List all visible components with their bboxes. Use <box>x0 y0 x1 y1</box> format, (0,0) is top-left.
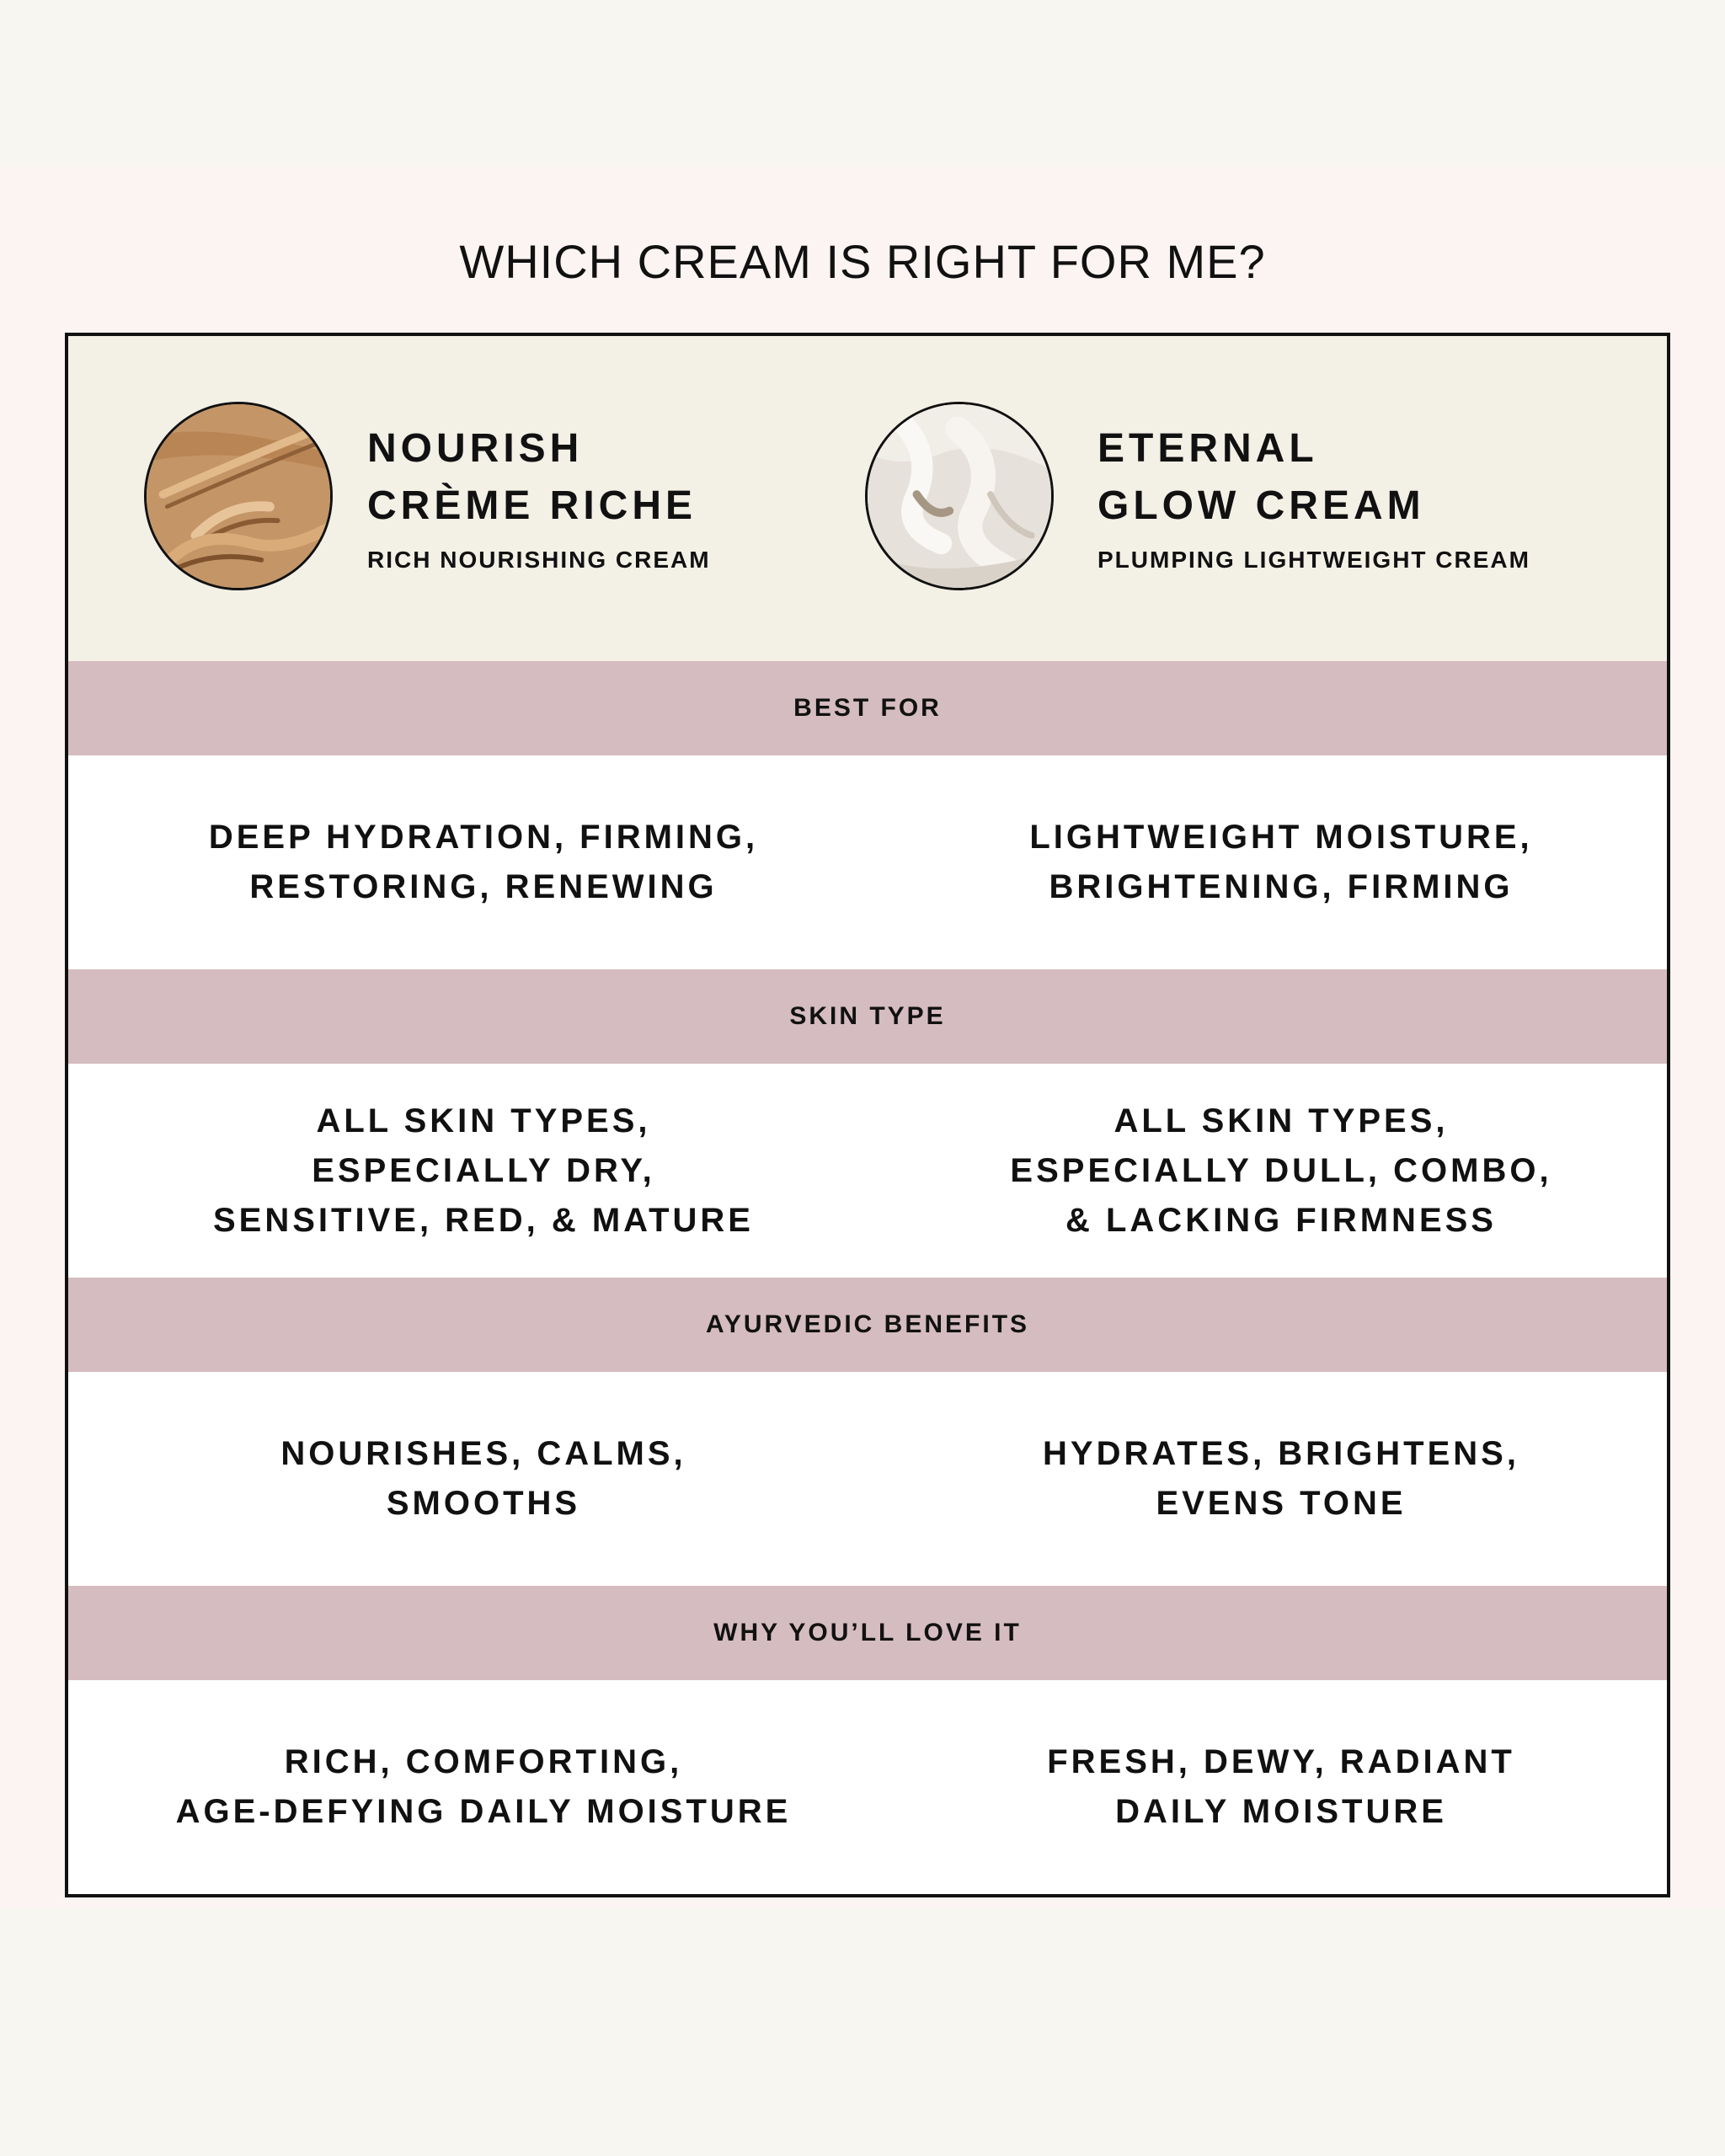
cell-nourish: RICH, COMFORTING, AGE-DEFYING DAILY MOISTURE <box>175 1743 792 1830</box>
section-body-skin-type <box>68 1064 1667 1278</box>
cell-eternal-glow: HYDRATES, BRIGHTENS, EVENS TONE <box>1043 1435 1519 1522</box>
product-subtitle: PLUMPING LIGHTWEIGHT CREAM <box>1097 547 1530 573</box>
cell-nourish: ALL SKIN TYPES, ESPECIALLY DRY, SENSITIVE, RED, & MATURE <box>213 1102 754 1239</box>
section-body-ayurvedic-benefits <box>68 1372 1667 1586</box>
product-nourish <box>68 336 852 661</box>
section-header-best-for: BEST FOR <box>68 661 1667 755</box>
section-body-best-for <box>68 755 1667 969</box>
bottom-background <box>0 1908 1725 2156</box>
product-name: NOURISH CRÈME RICHE <box>367 426 697 528</box>
tan-cream-swatch-icon <box>144 402 333 590</box>
product-name: ETERNAL GLOW CREAM <box>1097 426 1425 528</box>
product-eternal-glow <box>852 336 1667 661</box>
cell-eternal-glow: LIGHTWEIGHT MOISTURE, BRIGHTENING, FIRMING <box>1029 819 1533 905</box>
section-header-why-youll-love-it: WHY YOU’LL LOVE IT <box>68 1586 1667 1680</box>
white-cream-swatch-icon <box>865 402 1054 590</box>
product-subtitle: RICH NOURISHING CREAM <box>367 547 711 573</box>
comparison-table <box>65 333 1670 1897</box>
section-header-skin-type: SKIN TYPE <box>68 969 1667 1064</box>
page-title: WHICH CREAM IS RIGHT FOR ME? <box>459 235 1266 288</box>
product-header-row <box>68 336 1667 661</box>
cell-eternal-glow: FRESH, DEWY, RADIANT DAILY MOISTURE <box>1047 1743 1515 1830</box>
section-header-ayurvedic-benefits: AYURVEDIC BENEFITS <box>68 1278 1667 1372</box>
section-body-why-youll-love-it <box>68 1680 1667 1894</box>
cell-nourish: NOURISHES, CALMS, SMOOTHS <box>280 1435 686 1522</box>
cell-nourish: DEEP HYDRATION, FIRMING, RESTORING, RENEWING <box>208 819 759 905</box>
cell-eternal-glow: ALL SKIN TYPES, ESPECIALLY DULL, COMBO, & LACKING FIRMNESS <box>1010 1102 1552 1239</box>
top-background <box>0 0 1725 165</box>
